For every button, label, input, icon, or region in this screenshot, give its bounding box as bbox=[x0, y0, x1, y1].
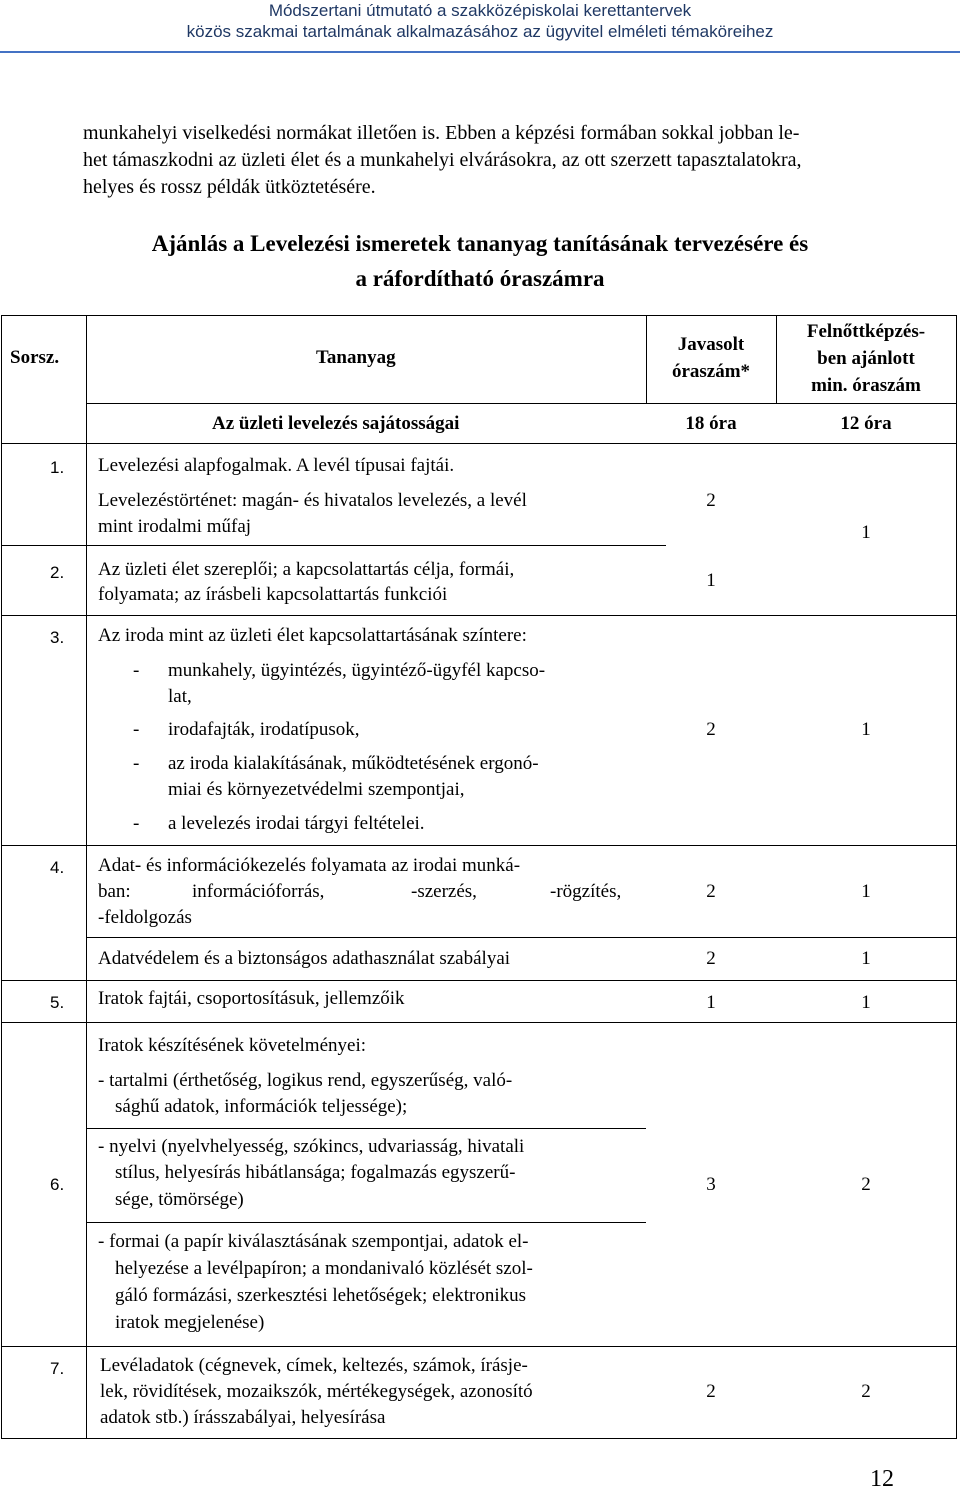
row-javasolt: 2 bbox=[706, 881, 716, 902]
section-felnott: 12 óra bbox=[840, 413, 892, 434]
row-number: 5. bbox=[50, 993, 65, 1012]
bullet-dash: - bbox=[133, 719, 140, 740]
row-javasolt: 2 bbox=[706, 490, 716, 511]
row-text-line: Levelezési alapfogalmak. A levél típusai fajtái. bbox=[98, 455, 455, 476]
section-title-line-2: a ráfordítható óraszámra bbox=[355, 266, 605, 291]
section-title-line-1: Ajánlás a Levelezési ismeretek tananyag tanításának tervezésére és bbox=[151, 231, 809, 256]
row-text-line: - nyelvi (nyelvhelyesség, szókincs, udvariasság, hivatali bbox=[98, 1136, 525, 1157]
bullet-dash: - bbox=[133, 753, 140, 774]
row-text-line: ban: bbox=[98, 881, 131, 902]
table-border-bottom bbox=[1, 1438, 956, 1439]
header-javasolt-line-2: óraszám* bbox=[671, 361, 751, 382]
row-text-line: az iroda kialakításának, működtetésének ergonó- bbox=[168, 753, 539, 774]
row-text-line: - formai (a papír kiválasztásának szempontjai, adatok el- bbox=[98, 1231, 529, 1252]
row-divider bbox=[86, 1222, 646, 1223]
header-tananyag: Tananyag bbox=[316, 347, 396, 368]
row-text-line: a levelezés irodai tárgyi feltételei. bbox=[168, 813, 425, 834]
intro-line-1: munkahelyi viselkedési normákat illetően is. Ebben a képzési formában sokkal jobban le- bbox=[83, 122, 800, 144]
header-felnott-line-1: Felnőttképzés- bbox=[806, 321, 926, 342]
row-text-line: adatok stb.) írásszabályai, helyesírása bbox=[100, 1407, 386, 1428]
row-felnott: 1 bbox=[861, 881, 871, 902]
page-number: 12 bbox=[870, 1466, 894, 1492]
row-divider bbox=[1, 1022, 956, 1023]
row-felnott: 1 bbox=[861, 948, 871, 969]
row-divider bbox=[1, 845, 956, 846]
row-text-line: -feldolgozás bbox=[98, 907, 192, 928]
row-felnott: 2 bbox=[861, 1174, 871, 1195]
row-text-line: iratok megjelenése) bbox=[115, 1312, 265, 1333]
row-javasolt: 1 bbox=[706, 992, 716, 1013]
row-divider bbox=[1, 545, 86, 546]
row-divider bbox=[1, 980, 956, 981]
row-text-line: mint irodalmi műfaj bbox=[98, 516, 252, 537]
row-felnott: 1 bbox=[861, 719, 871, 740]
row-felnott: 1 bbox=[861, 992, 871, 1013]
row-divider bbox=[1, 443, 956, 444]
row-text-line: gáló formázási, szerkesztési lehetőségek; elektronikus bbox=[115, 1285, 526, 1306]
row-text-line: Az üzleti élet szereplői; a kapcsolattartás célja, formái, bbox=[98, 559, 515, 580]
header-sorsz: Sorsz. bbox=[10, 347, 60, 368]
row-text-line: irodafajták, irodatípusok, bbox=[168, 719, 360, 740]
row-text-line: információforrás, bbox=[192, 881, 325, 902]
row-divider bbox=[86, 1128, 646, 1129]
intro-line-2: het támaszkodni az üzleti élet és a munkahelyi elvárásokra, az ott szerzett tapasztalatokra, bbox=[83, 149, 802, 171]
row-text-line: munkahely, ügyintézés, ügyintéző-ügyfél kapcso- bbox=[168, 660, 546, 681]
header-felnott-line-3: min. óraszám bbox=[811, 375, 921, 396]
row-text-line: -rögzítés, bbox=[550, 881, 622, 902]
row-felnott: 1 bbox=[861, 522, 871, 543]
row-javasolt: 2 bbox=[706, 719, 716, 740]
intro-line-3: helyes és rossz példák ütköztetésére. bbox=[83, 176, 376, 198]
row-javasolt: 3 bbox=[706, 1174, 716, 1195]
row-divider bbox=[86, 403, 956, 404]
row-divider bbox=[1, 615, 956, 616]
row-text-line: sághű adatok, információk teljessége); bbox=[115, 1096, 408, 1117]
table-border-left bbox=[1, 315, 2, 1439]
table-border-top bbox=[1, 315, 956, 316]
row-javasolt: 1 bbox=[706, 570, 716, 591]
row-text-line: Adatvédelem és a biztonságos adathasználat szabályai bbox=[98, 948, 511, 969]
row-text-line: lat, bbox=[168, 686, 192, 707]
header-felnott-line-2: ben ajánlott bbox=[817, 348, 915, 369]
row-text-line: Az iroda mint az üzleti élet kapcsolattartásának színtere: bbox=[98, 625, 527, 646]
row-javasolt: 2 bbox=[706, 1381, 716, 1402]
row-text-line: Iratok fajtái, csoportosításuk, jellemzőik bbox=[98, 988, 405, 1009]
row-text-line: Iratok készítésének követelményei: bbox=[98, 1035, 367, 1056]
bullet-dash: - bbox=[133, 813, 140, 834]
row-number: 6. bbox=[50, 1175, 65, 1194]
row-text-line: lek, rövidítések, mozaikszók, mértékegységek, azonosító bbox=[100, 1381, 533, 1402]
row-divider bbox=[1, 1346, 956, 1347]
running-header-line-1: Módszertani útmutató a szakközépiskolai kerettantervek bbox=[268, 1, 692, 20]
row-number: 4. bbox=[50, 858, 65, 877]
row-text-line: Levéladatok (cégnevek, címek, keltezés, számok, írásje- bbox=[100, 1355, 528, 1376]
row-javasolt: 2 bbox=[706, 948, 716, 969]
row-text-line: Adat- és információkezelés folyamata az irodai munká- bbox=[98, 855, 521, 876]
row-number: 2. bbox=[50, 563, 65, 582]
row-felnott: 2 bbox=[861, 1381, 871, 1402]
row-text-line: - tartalmi (érthetőség, logikus rend, egyszerűség, való- bbox=[98, 1070, 513, 1091]
running-header-line-2: közös szakmai tartalmának alkalmazásához az ügyvitel elméleti témaköreihez bbox=[186, 22, 774, 41]
column-divider bbox=[86, 315, 87, 1439]
row-text-line: miai és környezetvédelmi szempontjai, bbox=[168, 779, 465, 800]
row-text-line: sége, tömörsége) bbox=[115, 1189, 244, 1210]
row-text-line: stílus, helyesírás hibátlansága; fogalmazás egyszerű- bbox=[115, 1162, 516, 1183]
row-number: 7. bbox=[50, 1359, 65, 1378]
row-number: 3. bbox=[50, 628, 65, 647]
row-divider bbox=[86, 545, 666, 546]
row-text-line: Levelezéstörténet: magán- és hivatalos levelezés, a levél bbox=[98, 490, 527, 511]
section-label: Az üzleti levelezés sajátosságai bbox=[212, 413, 460, 434]
row-text-line: -szerzés, bbox=[411, 881, 477, 902]
bullet-dash: - bbox=[133, 660, 140, 681]
row-number: 1. bbox=[50, 458, 65, 477]
row-text-line: folyamata; az írásbeli kapcsolattartás funkciói bbox=[98, 584, 448, 605]
table-border-right bbox=[956, 315, 957, 1439]
section-javasolt: 18 óra bbox=[685, 413, 737, 434]
header-javasolt-line-1: Javasolt bbox=[677, 334, 745, 355]
row-text-line: helyezése a levélpapíron; a mondanivaló közlését szol- bbox=[115, 1258, 533, 1279]
row-divider bbox=[86, 937, 956, 938]
